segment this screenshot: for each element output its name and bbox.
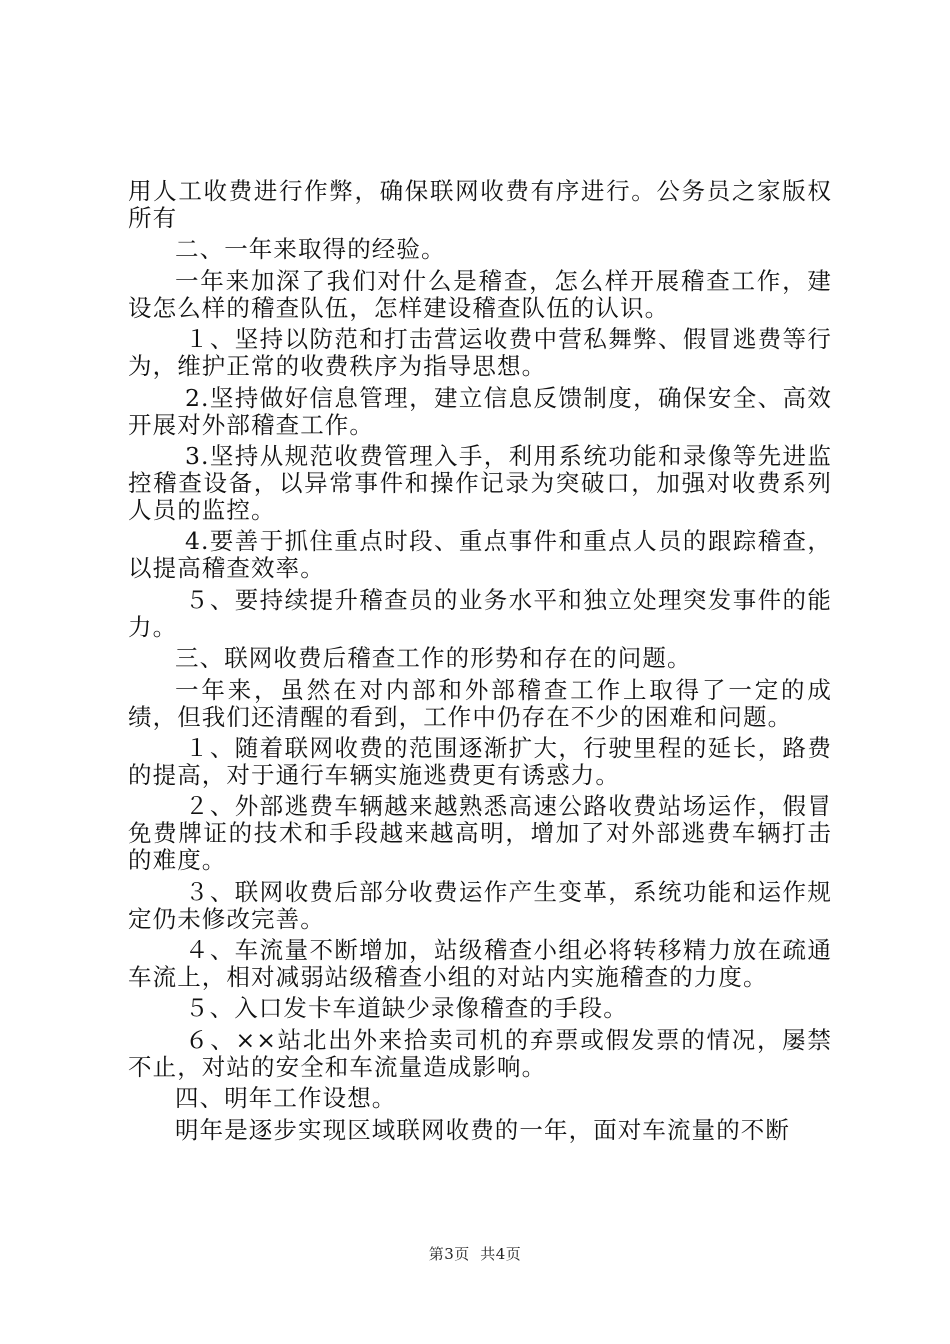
paragraph: 一年来，虽然在对内部和外部稽查工作上取得了一定的成绩，但我们还清醒的看到，工作中仍存在不少的困难和问题。 — [128, 675, 832, 731]
page-footer — [0, 1243, 950, 1264]
list-item: ６、××站北出外来拾卖司机的弃票或假发票的情况，屡禁不止，对站的安全和车流量造成影响。 — [128, 1025, 832, 1081]
section-heading: 三、联网收费后稽查工作的形势和存在的问题。 — [175, 644, 692, 673]
list-item: ２、外部逃费车辆越来越熟悉高速公路收费站场运作，假冒免费牌证的技术和手段越来越高明，增加了对外部逃费车辆打击的难度。 — [128, 792, 832, 875]
list-item: ５、入口发卡车道缺少录像稽查的手段。 — [185, 994, 628, 1023]
document-body — [128, 178, 832, 1148]
list-item: 3.坚持从规范收费管理入手，利用系统功能和录像等先进监控稽查设备，以异常事件和操作记录为突破口，加强对收费系列人员的监控。 — [128, 441, 832, 524]
list-item: ３、联网收费后部分收费运作产生变革，系统功能和运作规定仍未修改完善。 — [128, 877, 832, 933]
list-item: ４、车流量不断增加，站级稽查小组必将转移精力放在疏通车流上，相对减弱站级稽查小组的对站内实施稽查的力度。 — [128, 936, 832, 992]
paragraph: 用人工收费进行作弊，确保联网收费有序进行。公务员之家版权所有 — [128, 177, 832, 232]
list-item: １、坚持以防范和打击营运收费中营私舞弊、假冒逃费等行为，维护正常的收费秩序为指导思想。 — [128, 325, 832, 381]
list-item: 4.要善于抓住重点时段、重点事件和重点人员的跟踪稽查，以提高稽查效率。 — [128, 527, 832, 583]
list-item: ５、要持续提升稽查员的业务水平和独立处理突发事件的能力。 — [128, 585, 832, 641]
paragraph: 明年是逐步实现区域联网收费的一年，面对车流量的不断 — [175, 1115, 790, 1144]
list-item: 2.坚持做好信息管理，建立信息反馈制度，确保安全、高效开展对外部稽查工作。 — [128, 383, 832, 439]
list-item: １、随着联网收费的范围逐渐扩大，行驶里程的延长，路费的提高，对于通行车辆实施逃费更有诱惑力。 — [128, 733, 832, 789]
section-heading: 二、一年来取得的经验。 — [175, 235, 446, 264]
page-number-label: 第3页 共4页 — [428, 1245, 522, 1263]
paragraph: 一年来加深了我们对什么是稽查，怎么样开展稽查工作，建设怎么样的稽查队伍，怎样建设稽查队伍的认识。 — [128, 266, 832, 322]
section-heading: 四、明年工作设想。 — [175, 1084, 397, 1113]
